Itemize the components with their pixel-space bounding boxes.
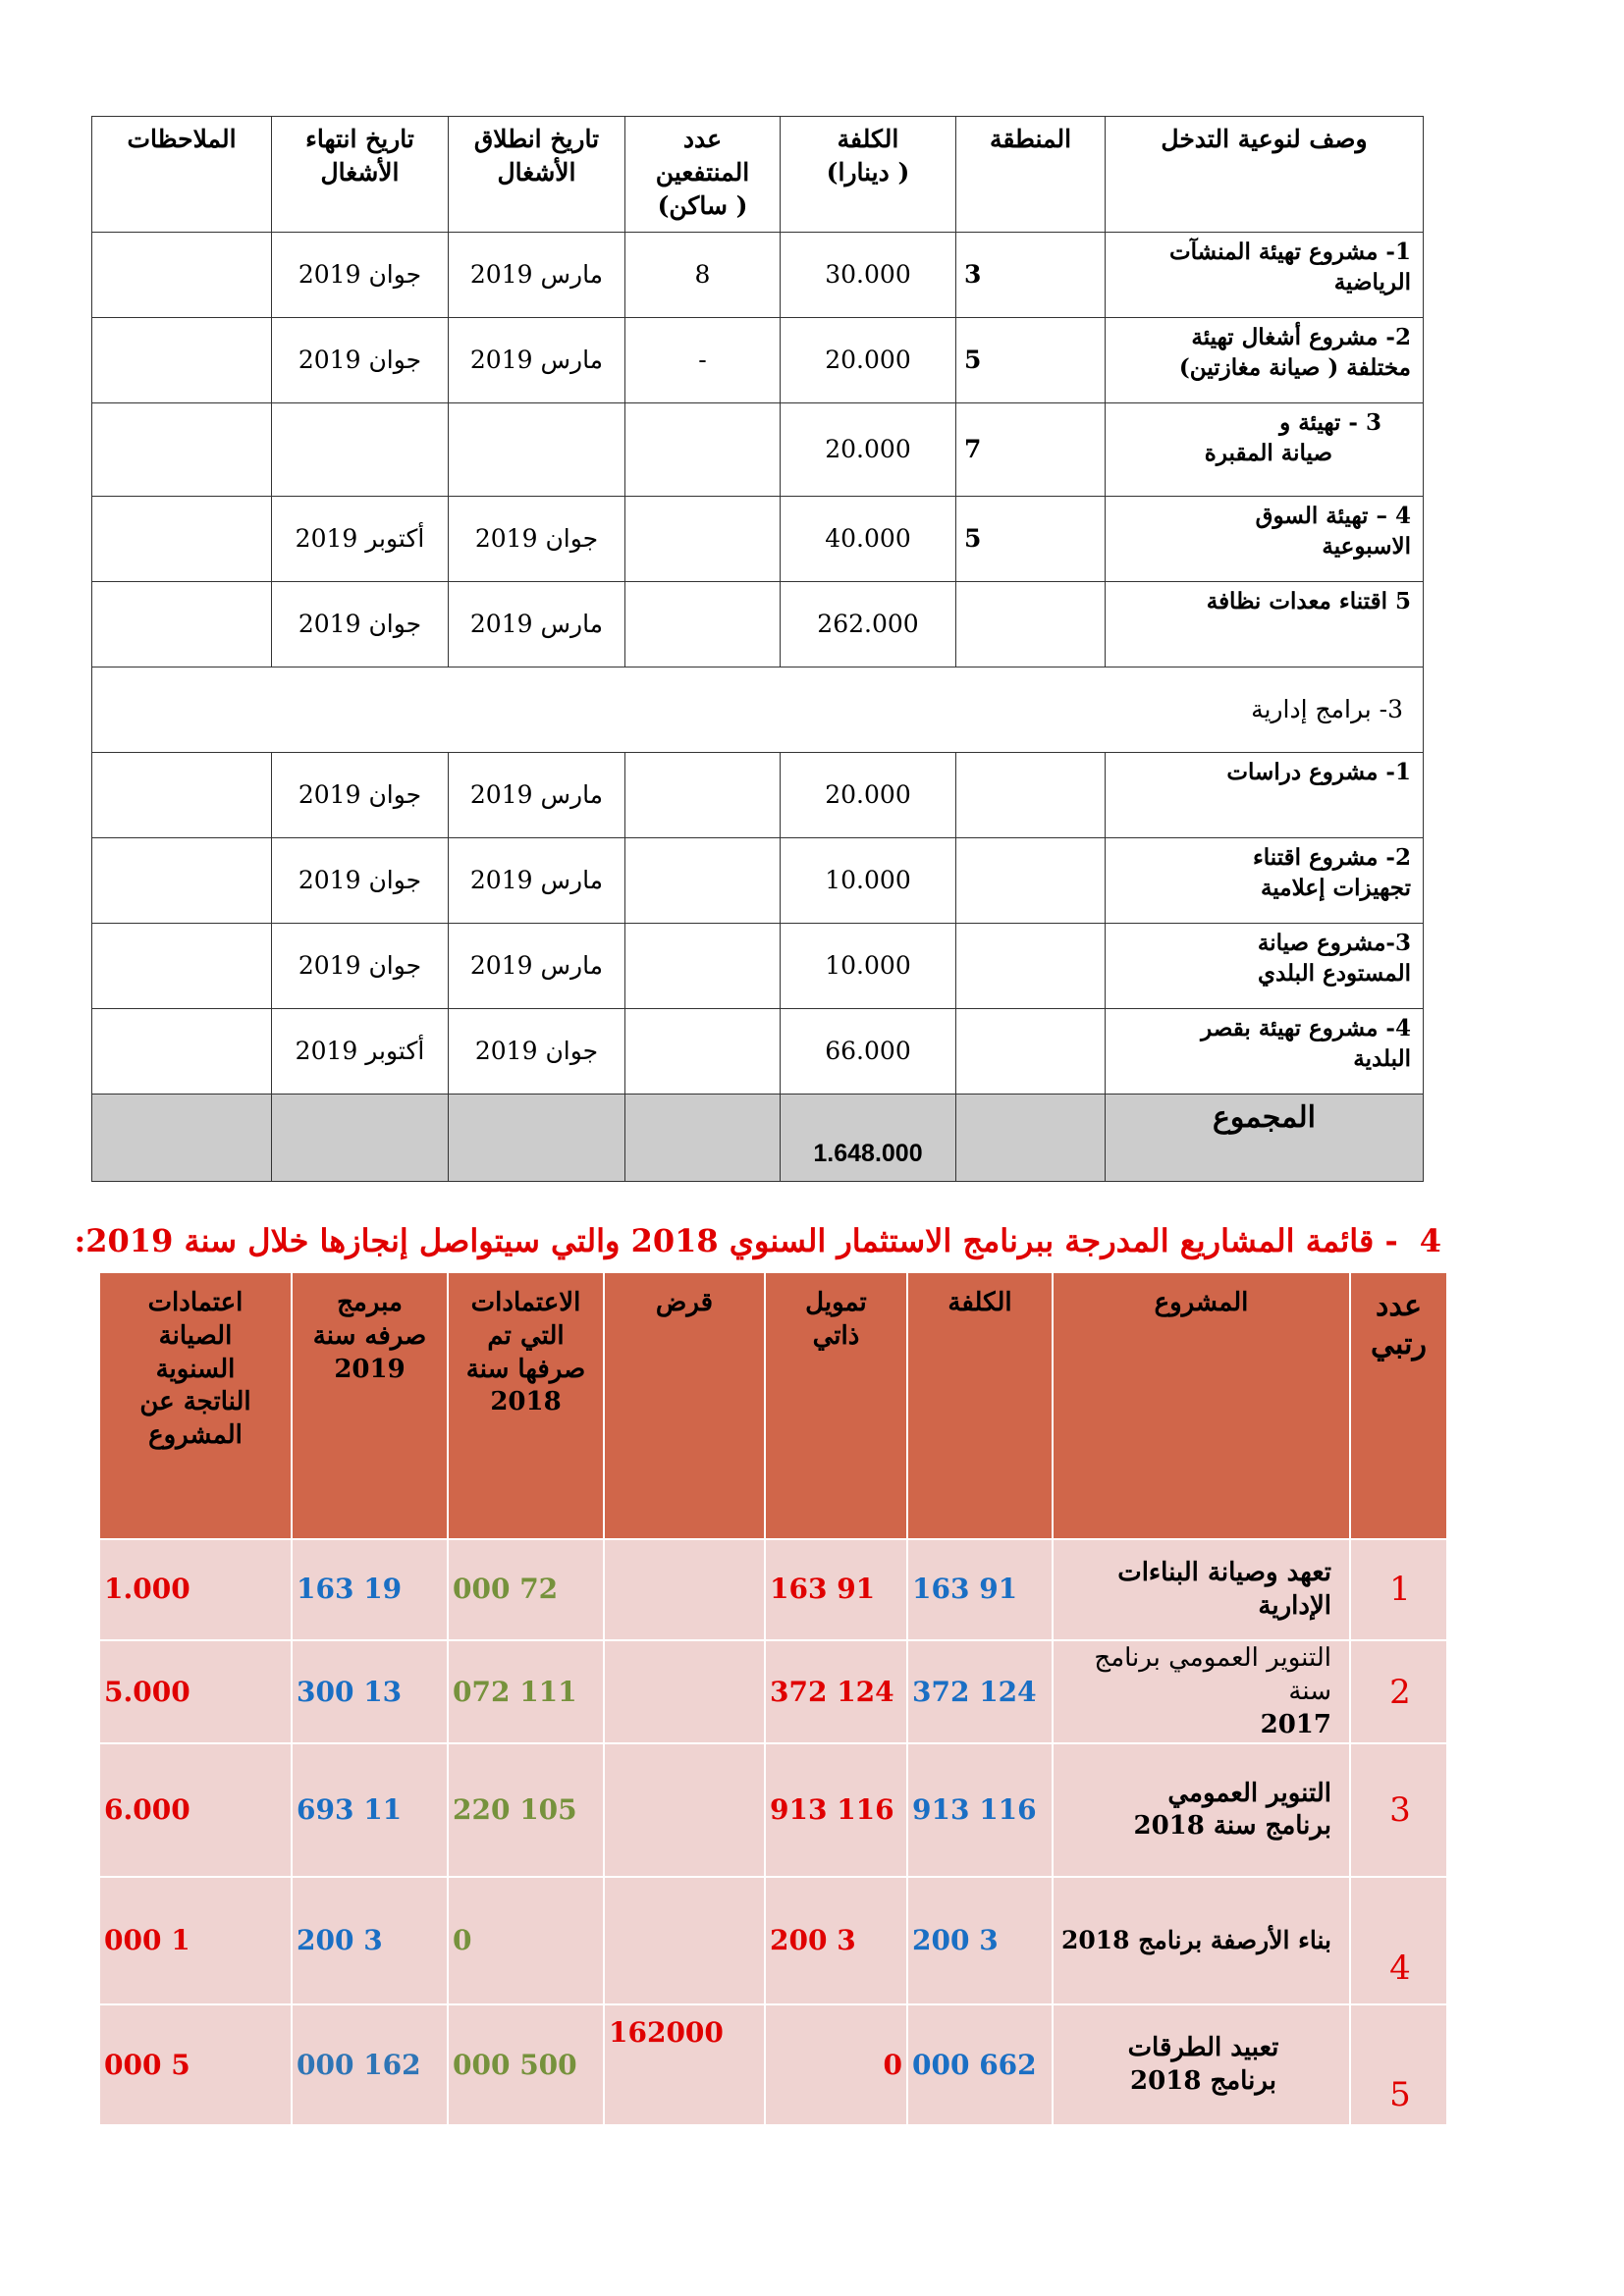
row-beneficiaries (625, 838, 781, 924)
header-cost: الكلفة ( دينارا) (781, 117, 956, 233)
row-project: بناء الأرصفة برنامج 2018 (1053, 1877, 1350, 2004)
row-region (956, 924, 1106, 1009)
row-description: 2- مشروع اقتناء تجهيزات إعلامية (1106, 838, 1424, 924)
row-description: 3-مشروع صيانة المستودع البلدي (1106, 924, 1424, 1009)
row-end: جوان 2019 (272, 924, 449, 1009)
row-notes (92, 582, 272, 667)
row-cost: 66.000 (781, 1009, 956, 1095)
header-planned-2019: مبرمج صرفه سنة 2019 (292, 1272, 448, 1539)
row-rank: 5 (1350, 2004, 1447, 2125)
header-project: المشروع (1053, 1272, 1350, 1539)
table-row (99, 1877, 1447, 2004)
section-heading-text: - قائمة المشاريع المدرجة ببرنامج الاستثمار السنوي 2018 والتي سيتواصل إنجازها خلال سنة 2019: (74, 1222, 1398, 1259)
row-planned: 162 000 (292, 2004, 448, 2125)
row-description: 1- مشروع دراسات (1106, 753, 1424, 838)
row-cost: 10.000 (781, 924, 956, 1009)
total-start (449, 1095, 625, 1182)
row-beneficiaries (625, 753, 781, 838)
interventions-table (91, 116, 1424, 1182)
row-cost: 262.000 (781, 582, 956, 667)
table-row (99, 1539, 1447, 1640)
row-rank: 1 (1350, 1539, 1447, 1640)
table-row (92, 403, 1424, 497)
table-row (92, 318, 1424, 403)
section-number: 4 (1419, 1222, 1441, 1259)
row-planned: 19 163 (292, 1539, 448, 1640)
row-region (956, 753, 1106, 838)
table-row (99, 2004, 1447, 2125)
row-start: مارس 2019 (449, 753, 625, 838)
row-rank: 3 (1350, 1743, 1447, 1877)
row-end: جوان 2019 (272, 753, 449, 838)
row-spent: 72 000 (448, 1539, 604, 1640)
row-end: جوان 2019 (272, 582, 449, 667)
row-beneficiaries (625, 582, 781, 667)
row-self-funding: 91 163 (765, 1539, 907, 1640)
row-notes (92, 753, 272, 838)
row-beneficiaries (625, 924, 781, 1009)
row-project: التنوير العمومي برنامج سنة 2017 (1053, 1640, 1350, 1743)
row-description: 4- مشروع تهيئة بقصر البلدية (1106, 1009, 1424, 1095)
row-planned: 3 200 (292, 1877, 448, 2004)
table-row (92, 582, 1424, 667)
row-end: جوان 2019 (272, 318, 449, 403)
row-self-funding: 0 (765, 2004, 907, 2125)
section-row (92, 667, 1424, 753)
row-description: 4 – تهيئة السوق الاسبوعية (1106, 497, 1424, 582)
header-cost: الكلفة (907, 1272, 1053, 1539)
row-beneficiaries (625, 497, 781, 582)
total-notes (92, 1095, 272, 1182)
row-self-funding: 116 913 (765, 1743, 907, 1877)
row-loan (604, 1539, 765, 1640)
total-end (272, 1095, 449, 1182)
row-start: مارس 2019 (449, 838, 625, 924)
table-row (99, 1640, 1447, 1743)
row-description: 1- مشروع تهيئة المنشآت الرياضية (1106, 233, 1424, 318)
row-region: 5 (956, 318, 1106, 403)
header-rank: عدد رتبي (1350, 1272, 1447, 1539)
row-cost: 662 000 (907, 2004, 1053, 2125)
row-rank: 4 (1350, 1877, 1447, 2004)
row-description: 3 - تهيئة و صيانة المقبرة (1106, 403, 1424, 497)
table-row (92, 233, 1424, 318)
row-loan: 162000 (604, 2004, 765, 2125)
row-spent: 111 072 (448, 1640, 604, 1743)
section-heading (74, 1222, 1441, 1259)
header-spent-2018: الاعتمادات التي تم صرفها سنة 2018 (448, 1272, 604, 1539)
row-notes (92, 318, 272, 403)
row-maintenance: 1 000 (99, 1877, 292, 2004)
row-region (956, 582, 1106, 667)
row-self-funding: 124 372 (765, 1640, 907, 1743)
row-start: جوان 2019 (449, 1009, 625, 1095)
row-notes (92, 403, 272, 497)
row-planned: 11 693 (292, 1743, 448, 1877)
table-row (99, 1743, 1447, 1877)
row-self-funding: 3 200 (765, 1877, 907, 2004)
row-end: جوان 2019 (272, 838, 449, 924)
row-description: 2- مشروع أشغال تهيئة مختلفة ( صيانة مغازتين) (1106, 318, 1424, 403)
row-maintenance: 5 000 (99, 2004, 292, 2125)
row-region (956, 1009, 1106, 1095)
row-start: مارس 2019 (449, 582, 625, 667)
total-label: المجموع (1106, 1095, 1424, 1182)
row-cost: 40.000 (781, 497, 956, 582)
row-start: مارس 2019 (449, 233, 625, 318)
row-start (449, 403, 625, 497)
table-row (92, 497, 1424, 582)
row-notes (92, 838, 272, 924)
row-spent: 105 220 (448, 1743, 604, 1877)
row-cost: 116 913 (907, 1743, 1053, 1877)
row-region: 5 (956, 497, 1106, 582)
row-loan (604, 1877, 765, 2004)
row-beneficiaries: 8 (625, 233, 781, 318)
row-cost: 91 163 (907, 1539, 1053, 1640)
row-project: التنوير العمومي برنامج سنة 2018 (1053, 1743, 1350, 1877)
row-start: مارس 2019 (449, 318, 625, 403)
total-row (92, 1095, 1424, 1182)
table1-header-row (92, 117, 1424, 233)
row-project: تعبيد الطرقات برنامج 2018 (1053, 2004, 1350, 2125)
row-beneficiaries (625, 1009, 781, 1095)
header-start-date: تاريخ انطلاق الأشغال (449, 117, 625, 233)
table-row (92, 838, 1424, 924)
row-cost: 20.000 (781, 403, 956, 497)
row-cost: 30.000 (781, 233, 956, 318)
total-value: 1.648.000 (781, 1095, 956, 1182)
header-end-date: تاريخ انتهاء الأشغال (272, 117, 449, 233)
row-beneficiaries (625, 403, 781, 497)
row-notes (92, 924, 272, 1009)
row-maintenance: 1.000 (99, 1539, 292, 1640)
row-cost: 3 200 (907, 1877, 1053, 2004)
row-loan (604, 1640, 765, 1743)
row-end: جوان 2019 (272, 233, 449, 318)
table-row (92, 753, 1424, 838)
row-end (272, 403, 449, 497)
row-region (956, 838, 1106, 924)
row-end: أكتوبر 2019 (272, 497, 449, 582)
total-region (956, 1095, 1106, 1182)
projects-table (98, 1271, 1448, 2126)
total-beneficiaries (625, 1095, 781, 1182)
row-spent: 500 000 (448, 2004, 604, 2125)
header-beneficiaries: عدد المنتفعين ( ساكن) (625, 117, 781, 233)
row-spent: 0 (448, 1877, 604, 2004)
header-description: وصف لنوعية التدخل (1106, 117, 1424, 233)
row-cost: 124 372 (907, 1640, 1053, 1743)
row-start: مارس 2019 (449, 924, 625, 1009)
row-loan (604, 1743, 765, 1877)
table2-header-row (99, 1272, 1447, 1539)
header-loan: قرض (604, 1272, 765, 1539)
row-end: أكتوبر 2019 (272, 1009, 449, 1095)
header-maintenance: اعتمادات الصيانة السنوية الناتجة عن المشروع (99, 1272, 292, 1539)
header-notes: الملاحظات (92, 117, 272, 233)
row-region: 3 (956, 233, 1106, 318)
row-cost: 10.000 (781, 838, 956, 924)
row-maintenance: 5.000 (99, 1640, 292, 1743)
row-project: تعهد وصيانة البناءات الإدارية (1053, 1539, 1350, 1640)
table-row (92, 1009, 1424, 1095)
row-rank: 2 (1350, 1640, 1447, 1743)
row-notes (92, 1009, 272, 1095)
row-maintenance: 6.000 (99, 1743, 292, 1877)
row-planned: 13 300 (292, 1640, 448, 1743)
row-cost: 20.000 (781, 753, 956, 838)
row-cost: 20.000 (781, 318, 956, 403)
table-row (92, 924, 1424, 1009)
row-beneficiaries: - (625, 318, 781, 403)
section-title: 3- برامج إدارية (92, 667, 1424, 753)
row-description: 5 اقتناء معدات نظافة (1106, 582, 1424, 667)
row-notes (92, 233, 272, 318)
row-start: جوان 2019 (449, 497, 625, 582)
header-region: المنطقة (956, 117, 1106, 233)
header-self-funding: تمويل ذاتي (765, 1272, 907, 1539)
row-region: 7 (956, 403, 1106, 497)
row-notes (92, 497, 272, 582)
